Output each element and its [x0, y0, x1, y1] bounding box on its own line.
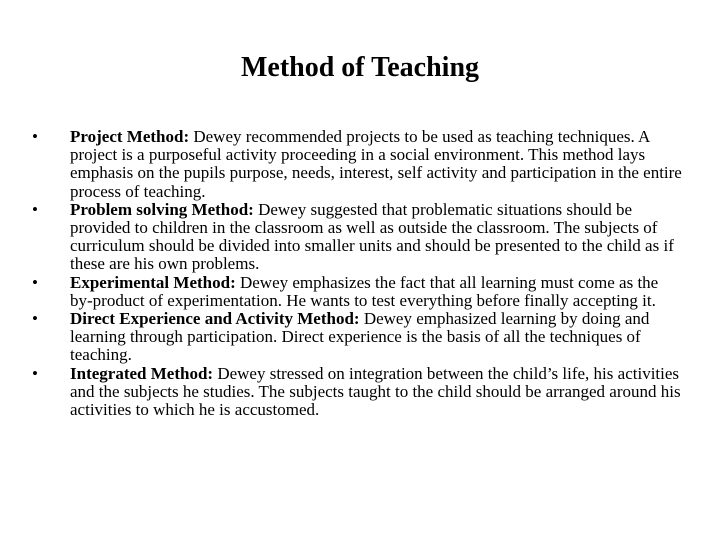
slide-title: Method of Teaching	[240, 52, 480, 83]
bullet-term: Problem solving Method:	[70, 199, 254, 219]
bullet-text: Dewey emphasizes the fact that all learning must come as the by-product of experimentation. He wants to test everything before finally accepting it.	[70, 272, 659, 310]
bullet-list	[32, 128, 682, 419]
bullet-text: Dewey stressed on integration between the child’s life, his activities and the subjects he studies. The subjects taught to the child should be arranged around his activities to which he is accustomed.	[70, 363, 681, 420]
bullet-dot-icon: •	[32, 309, 38, 329]
bullet-item-integrated-method	[32, 365, 682, 420]
bullet-term: Integrated Method:	[70, 363, 214, 383]
bullet-term: Experimental Method:	[70, 272, 236, 292]
bullet-term: Project Method:	[70, 127, 190, 146]
bullet-item-problem-solving-method	[32, 201, 682, 274]
bullet-text: Dewey recommended projects to be used as teaching techniques. A project is a purposeful activity proceeding in a social environment. This method lays emphasis on the pupils purpose, needs, interest, self activity and participation in the entire process of teaching.	[70, 127, 682, 201]
bullet-item-direct-experience-method	[32, 310, 682, 365]
bullet-dot-icon: •	[32, 199, 38, 219]
bullet-dot-icon: •	[32, 363, 38, 383]
bullet-dot-icon: •	[32, 127, 38, 146]
bullet-text: Dewey suggested that problematic situations should be provided to children in the classroom as well as outside the classroom. The subjects of curriculum should be divided into smaller units and should be presented to the child as if these are his own problems.	[70, 199, 674, 274]
bullet-item-project-method	[32, 128, 682, 201]
bullet-text: Dewey emphasized learning by doing and learning through participation. Direct experience is the basis of all the techniques of teaching.	[70, 309, 650, 365]
bullet-term: Direct Experience and Activity Method:	[70, 309, 360, 329]
bullet-dot-icon: •	[32, 272, 38, 292]
bullet-item-experimental-method	[32, 274, 682, 310]
